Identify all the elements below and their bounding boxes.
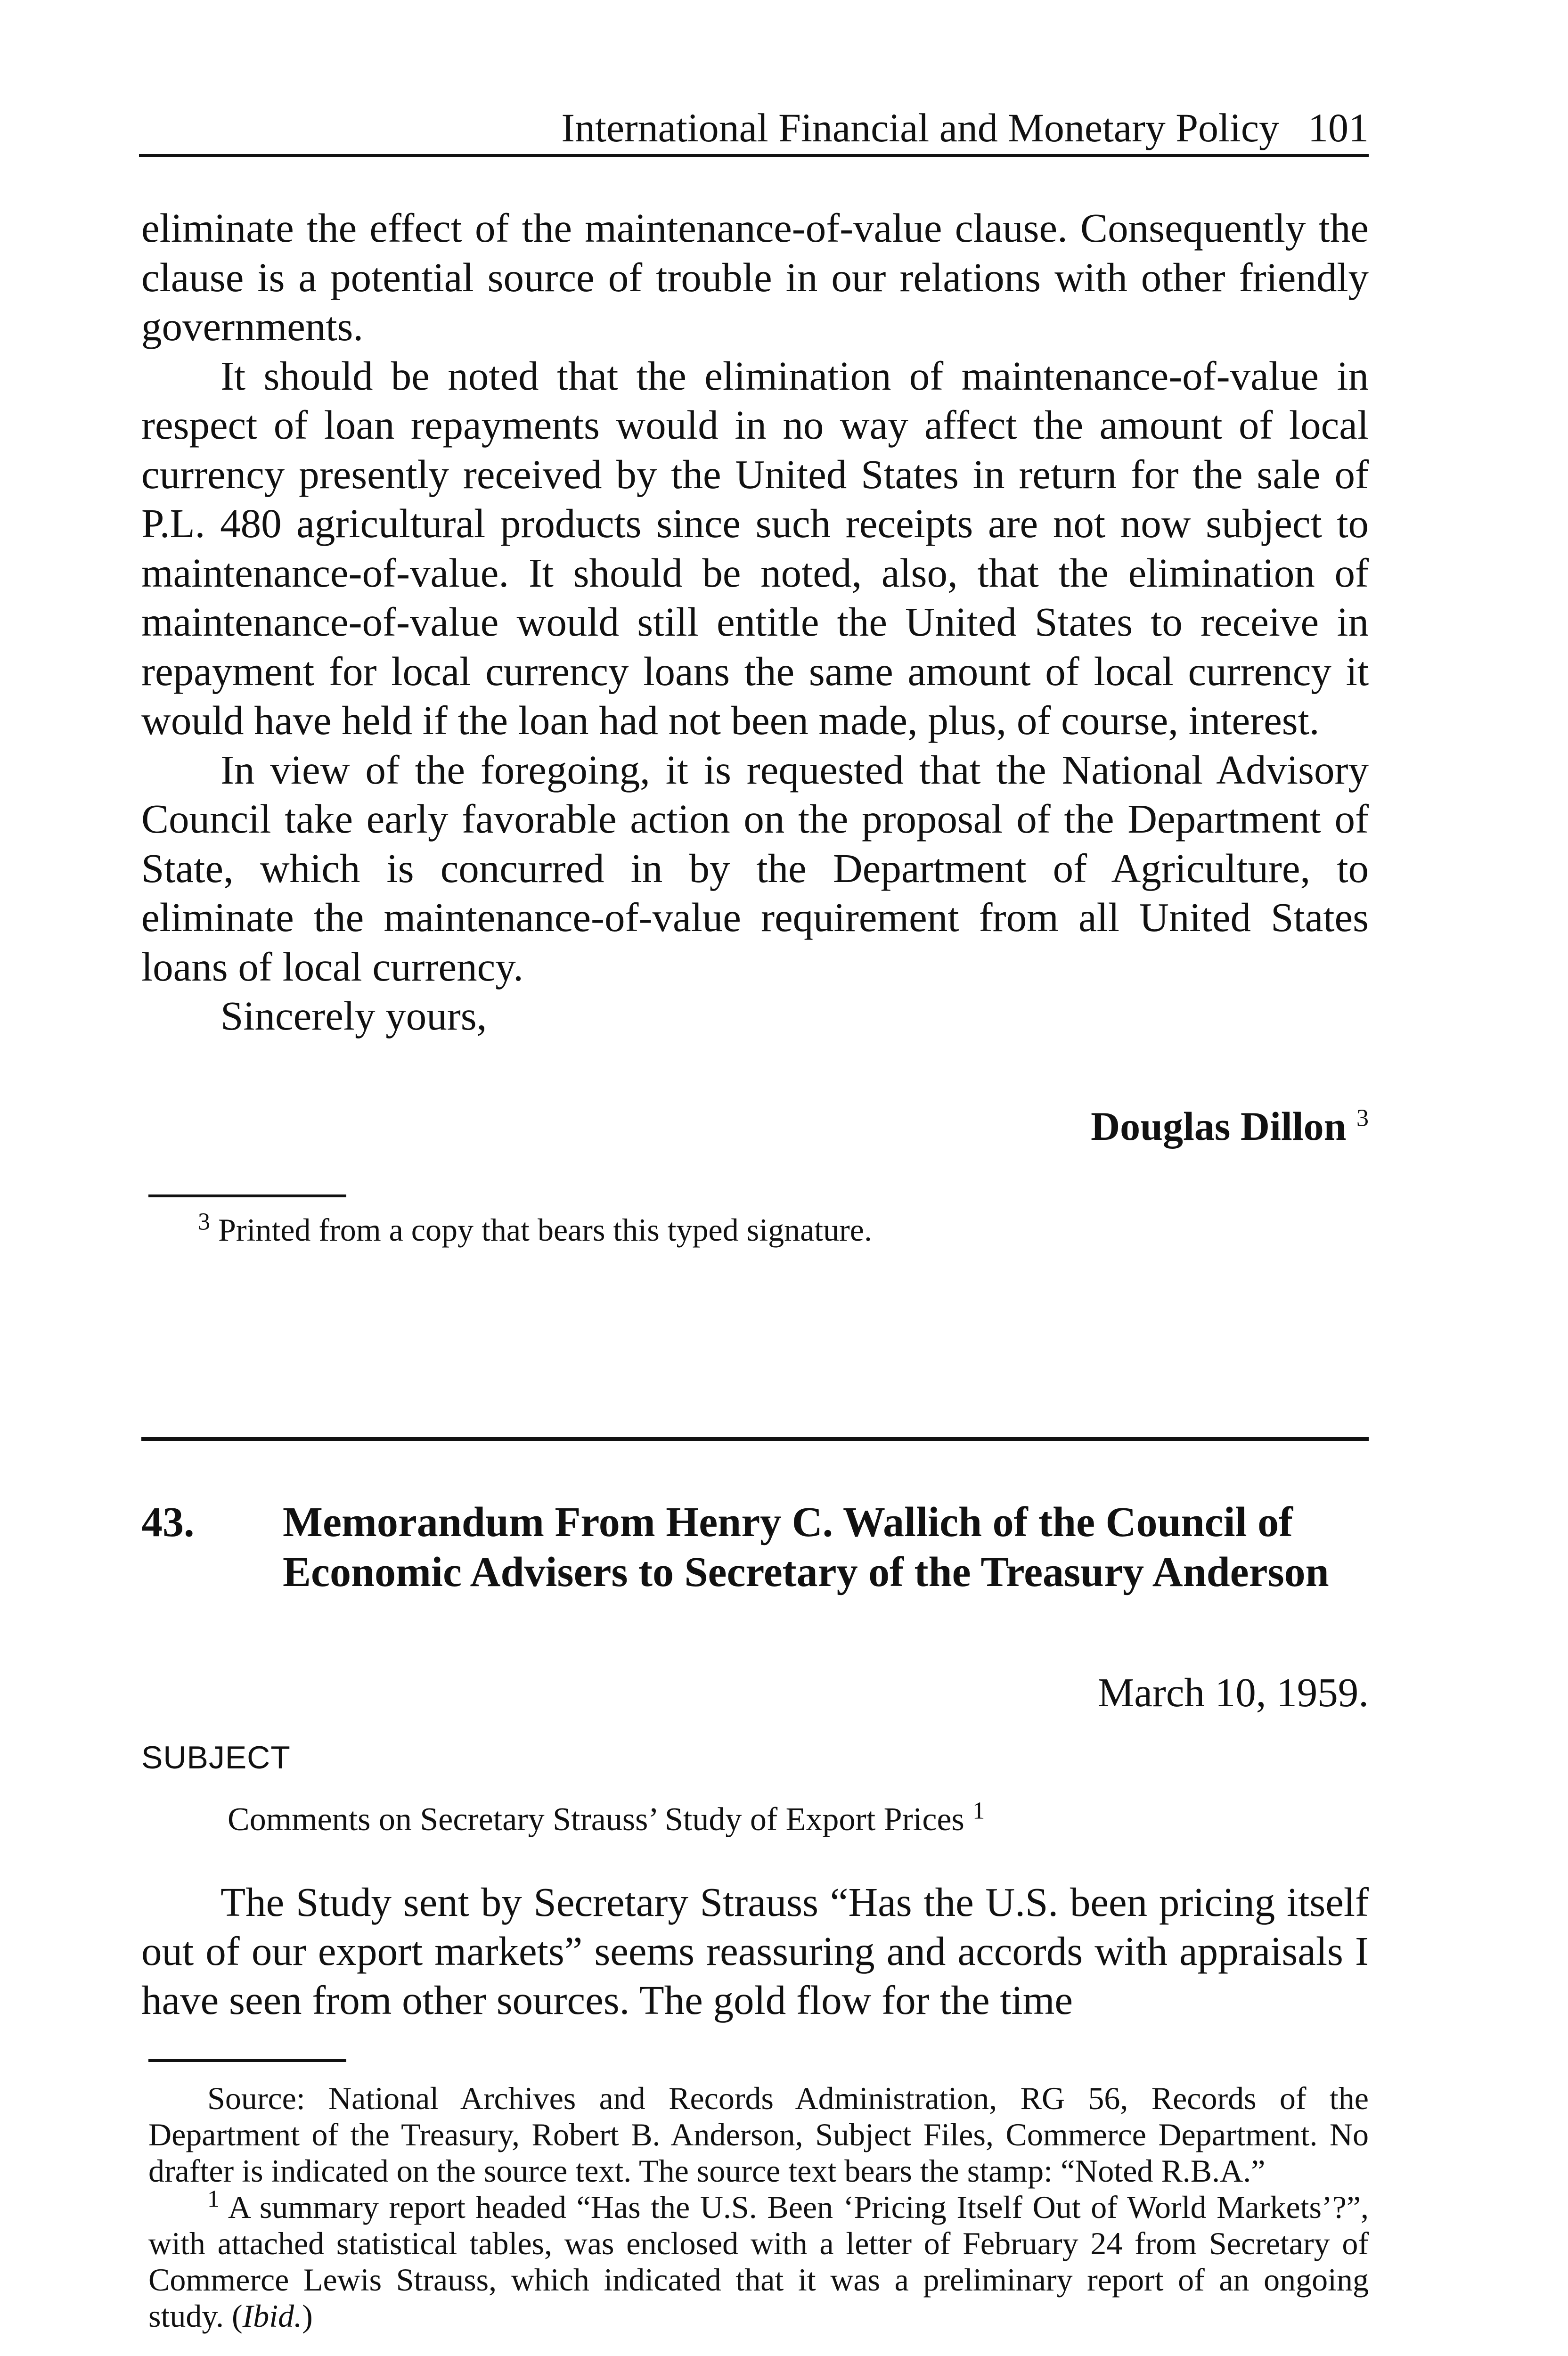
footnote-divider (148, 1194, 346, 1197)
memo-body (141, 1878, 1369, 2025)
running-header-title: International Financial and Monetary Policy (561, 105, 1279, 150)
signature-name: Douglas Dillon (1091, 1104, 1347, 1149)
source-notes (148, 2080, 1369, 2334)
footnote-marker: 1 (972, 1797, 985, 1824)
footnote-citation: Ibid. (242, 2298, 302, 2334)
footnote-signature (198, 1208, 872, 1249)
subject-line (228, 1797, 985, 1840)
footnote-marker: 3 (198, 1208, 210, 1235)
page-number: 101 (1308, 105, 1369, 150)
document-number: 43. (141, 1499, 195, 1546)
footnote-marker: 1 (207, 2185, 220, 2213)
running-header (139, 101, 1369, 157)
footnote-divider (148, 2059, 346, 2062)
memo-paragraph: The Study sent by Secretary Strauss “Has the U.S. been pricing itself out of our export markets” seems reassuring and accords with appraisals I have seen from other sources. The gold flow for the time (141, 1879, 1369, 2023)
subject-label: SUBJECT (141, 1740, 291, 1775)
letter-closing: Sincerely yours, (220, 993, 487, 1039)
letter-body (141, 204, 1369, 1041)
footnote-document: $^1$ A summary report headed “Has the U.S. Been ‘Pricing Itself Out of World Markets’?”, with attached statistical tables, was enclosed with a letter of February 24 from Secretary of Commerce Lewis Strauss, which indicated that it was a preliminary report of an ongoing study. (Ibid.) (148, 2185, 1369, 2334)
letter-paragraph: eliminate the effect of the maintenance-of-value clause. Consequently the clause is a potential source of trouble in our relations with other friendly governments. (141, 205, 1369, 349)
document-title: Memorandum From Henry C. Wallich of the Council of Economic Advisers to Secretary of the Treasury Anderson (283, 1499, 1329, 1595)
subject-text: Comments on Secretary Strauss’ Study of Export Prices (228, 1801, 964, 1838)
footnote-text: A summary report headed “Has the U.S. Been ‘Pricing Itself Out of World Markets’?”, with attached statistical tables, was enclosed with a letter of February 24 from Secretary of Commerce Lewis Strauss, which indicated that it was a preliminary report of an ongoing study. (148, 2189, 1369, 2334)
footnote-text: Printed from a copy that bears this typed signature. (218, 1212, 872, 1248)
letter-paragraph: In view of the foregoing, it is requested that the National Advisory Council take early favorable action on the proposal of the Department of State, which is concurred in by the Department of Agriculture, to eliminate the maintenance-of-value requirement from all United States loans of local currency. (141, 746, 1369, 990)
source-note: Source: National Archives and Records Administration, RG 56, Records of the Department of the Treasury, Robert B. Anderson, Subject Files, Commerce Department. No drafter is indicated on the source text. The source text bears the stamp: “Noted R.B.A.” (148, 2080, 1369, 2189)
letter-paragraph: It should be noted that the elimination of maintenance-of-value in respect of loan repayments would in no way affect the amount of local currency presently received by the United States in return for the sale of P.L. 480 agricultural products since such receipts are not now subject to maintenance-of-value. It should be noted, also, that the elimination of maintenance-of-value would still entitle the United States to receive in repayment for local currency loans the same amount of local currency it would have held if the loan had not been made, plus, of course, interest. (141, 352, 1369, 743)
section-divider (141, 1437, 1369, 1441)
signature (1091, 1103, 1369, 1150)
footnote-marker: 3 (1356, 1104, 1369, 1132)
document-date: March 10, 1959. (1097, 1669, 1369, 1715)
